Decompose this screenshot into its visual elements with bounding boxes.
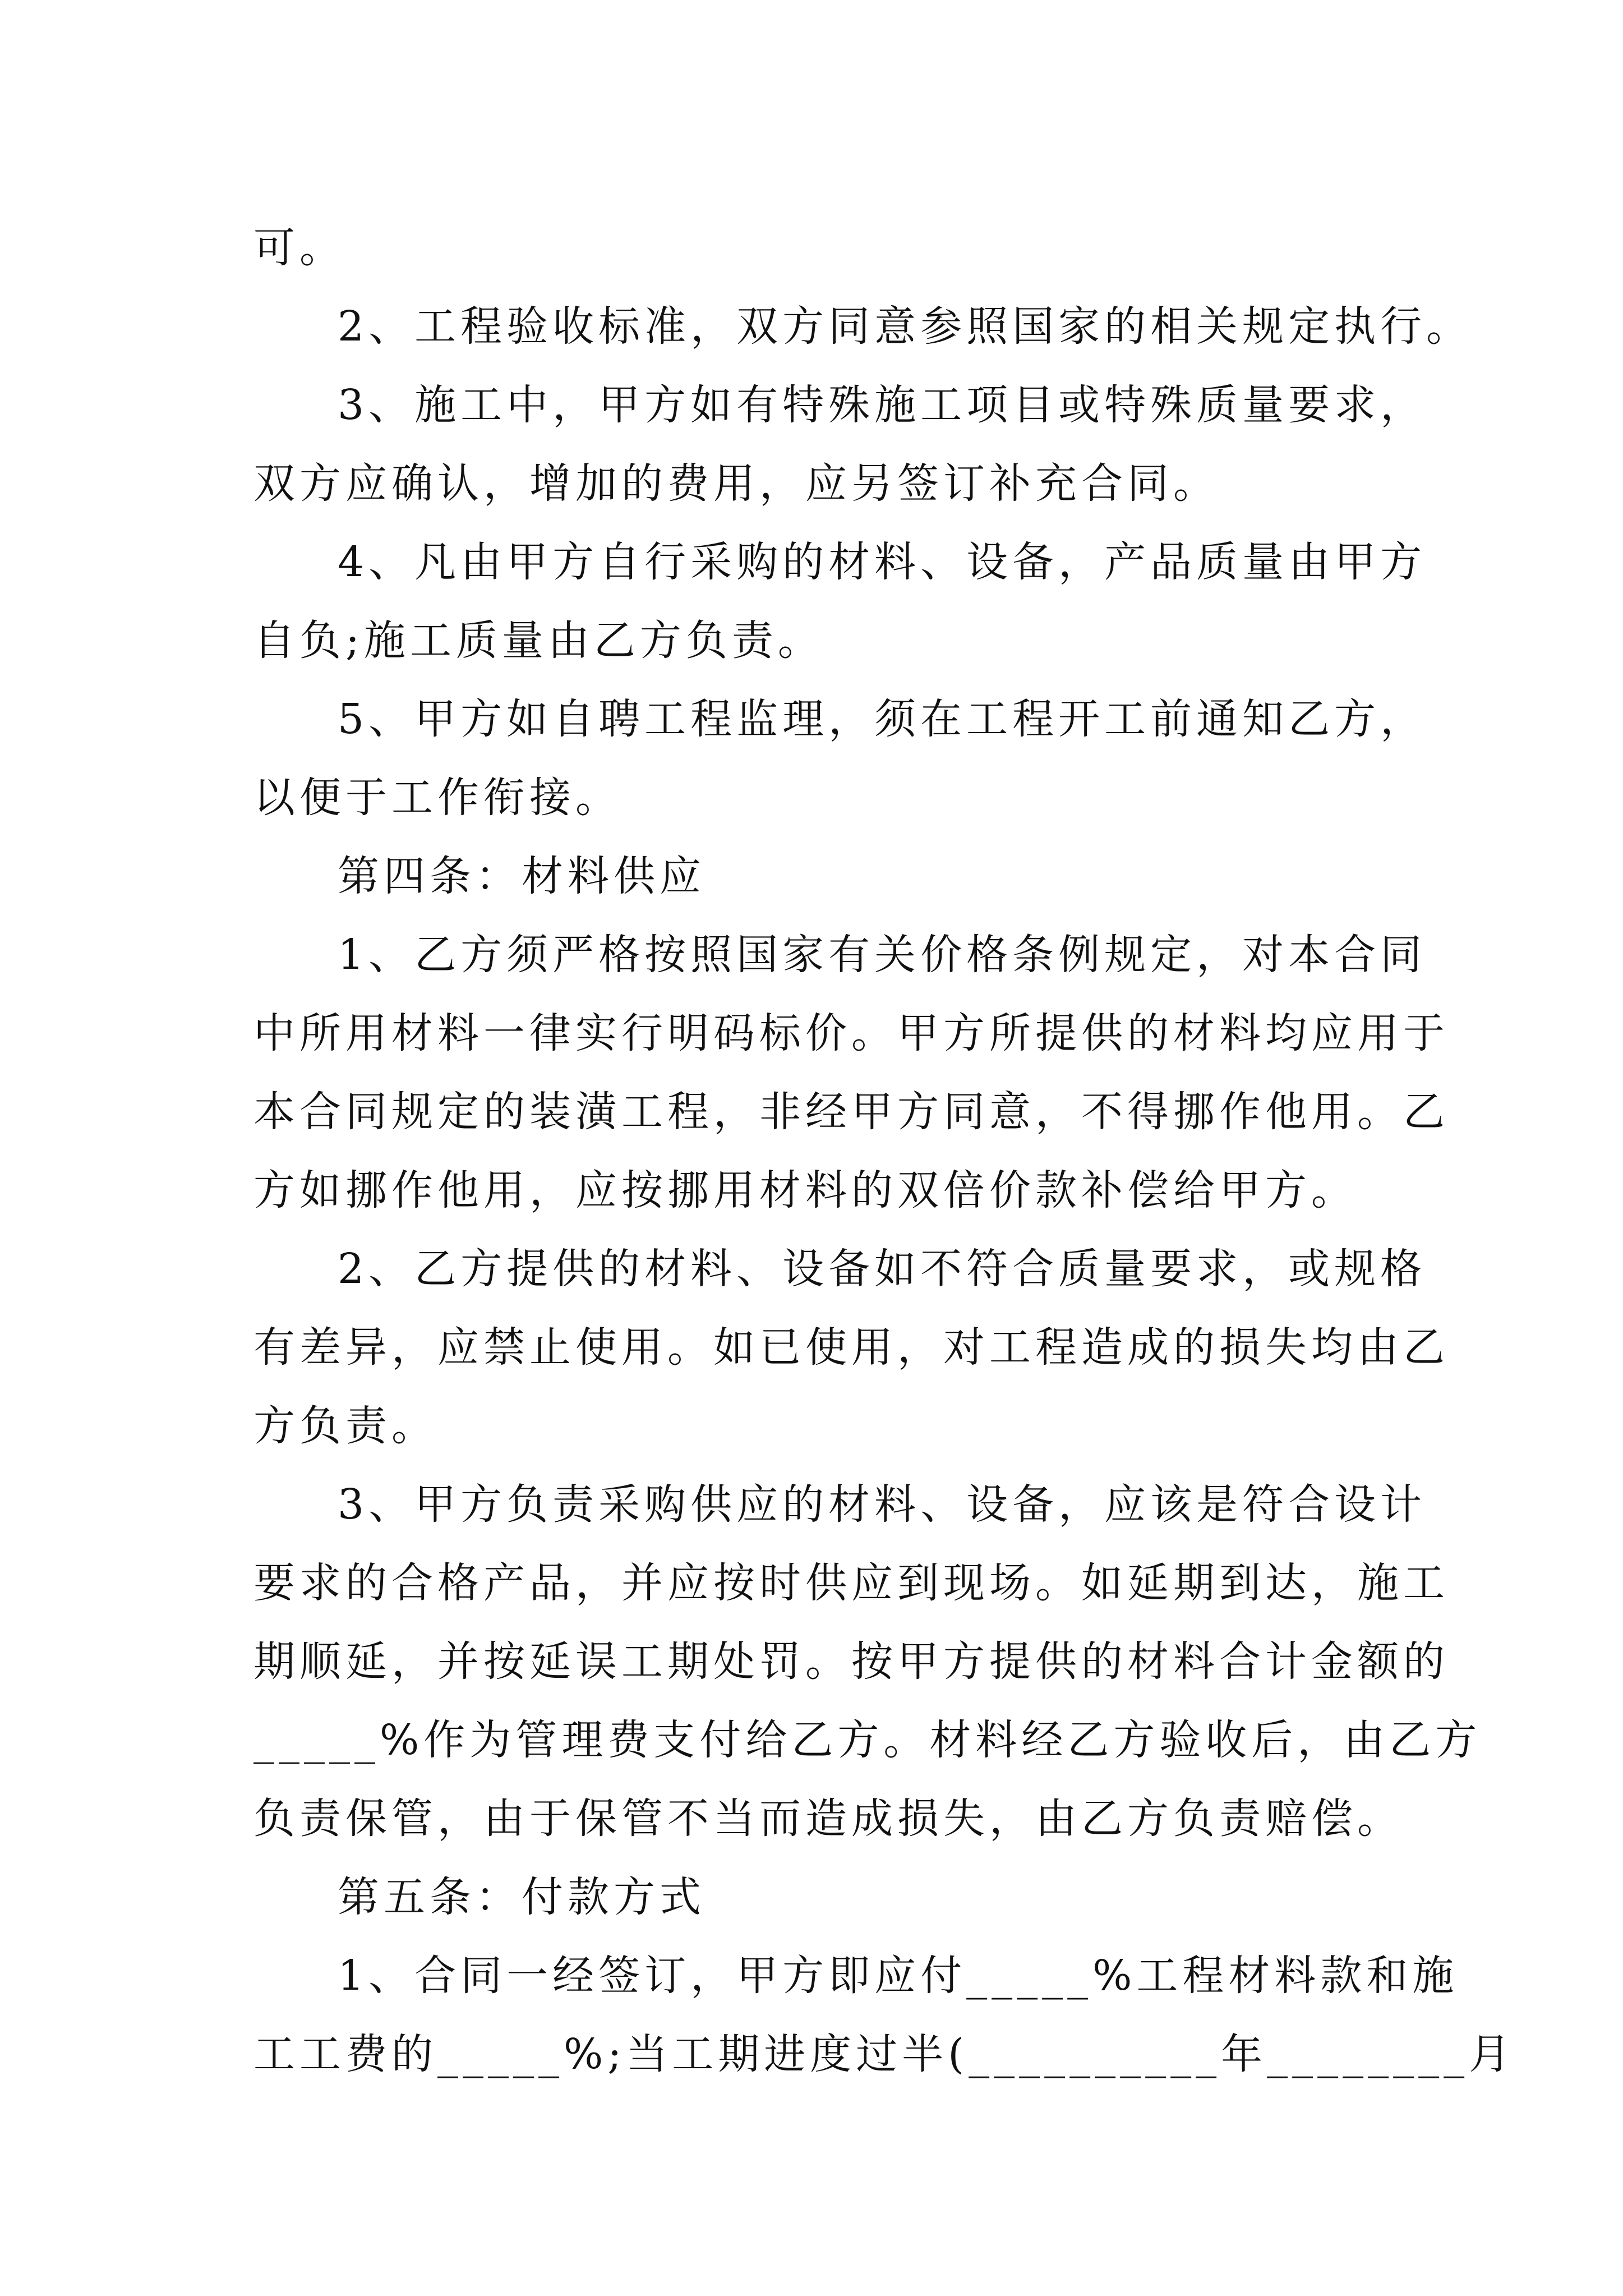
text-line: 本合同规定的装潢工程，非经甲方同意，不得挪作他用。乙 (253, 1088, 1449, 1136)
paragraph (253, 1465, 1482, 1858)
text-line: 第四条：材料供应 (338, 852, 706, 900)
text-line: 负责保管，由于保管不当而造成损失，由乙方负责赔偿。 (253, 1795, 1403, 1843)
paragraph (253, 1858, 1389, 1936)
text-line: 期顺延，并按延误工期处罚。按甲方提供的材料合计金额的 (253, 1637, 1449, 1686)
paragraph (253, 680, 1427, 837)
text-line: 3、施工中，甲方如有特殊施工项目或特殊质量要求， (338, 381, 1427, 429)
paragraph (253, 209, 1389, 287)
paragraph (253, 915, 1449, 1230)
paragraph (253, 523, 1427, 680)
text-line: 1、乙方须严格按照国家有关价格条例规定，对本合同 (338, 931, 1427, 979)
paragraph (253, 287, 1473, 366)
text-line: 要求的合格产品，并应按时供应到现场。如延期到达，施工 (253, 1559, 1449, 1607)
text-line: 第五条：付款方式 (338, 1873, 706, 1921)
text-line: 3、甲方负责采购供应的材料、设备，应该是符合设计 (338, 1480, 1427, 1529)
text-line: 双方应确认，增加的费用，应另签订补充合同。 (253, 459, 1219, 508)
text-line: 中所用材料一律实行明码标价。甲方所提供的材料均应用于 (253, 1009, 1449, 1057)
text-line: 5、甲方如自聘工程监理，须在工程开工前通知乙方， (338, 695, 1427, 743)
paragraph (253, 366, 1427, 523)
paragraph (253, 837, 1389, 915)
text-line: 以便于工作衔接。 (253, 774, 621, 822)
text-line: 方负责。 (253, 1402, 437, 1450)
text-line: 方如挪作他用，应按挪用材料的双倍价款补偿给甲方。 (253, 1166, 1357, 1214)
text-line: 1、合同一经签订，甲方即应付_____%工程材料款和施 (338, 1952, 1459, 2000)
text-line: _____%作为管理费支付给乙方。材料经乙方验收后，由乙方 (253, 1716, 1482, 1764)
paragraph (253, 1230, 1449, 1465)
document-body (253, 209, 1515, 2093)
paragraph (253, 1936, 1515, 2093)
text-line: 2、工程验收标准，双方同意参照国家的相关规定执行。 (338, 302, 1473, 351)
text-line: 可。 (253, 224, 345, 272)
text-line: 自负;施工质量由乙方负责。 (253, 616, 824, 665)
text-line: 4、凡由甲方自行采购的材料、设备，产品质量由甲方 (338, 538, 1427, 586)
text-line: 2、乙方提供的材料、设备如不符合质量要求，或规格 (338, 1245, 1427, 1293)
text-line: 工工费的_____%;当工期进度过半(__________年________月 (253, 2030, 1515, 2078)
text-line: 有差异，应禁止使用。如已使用，对工程造成的损失均由乙 (253, 1323, 1449, 1372)
